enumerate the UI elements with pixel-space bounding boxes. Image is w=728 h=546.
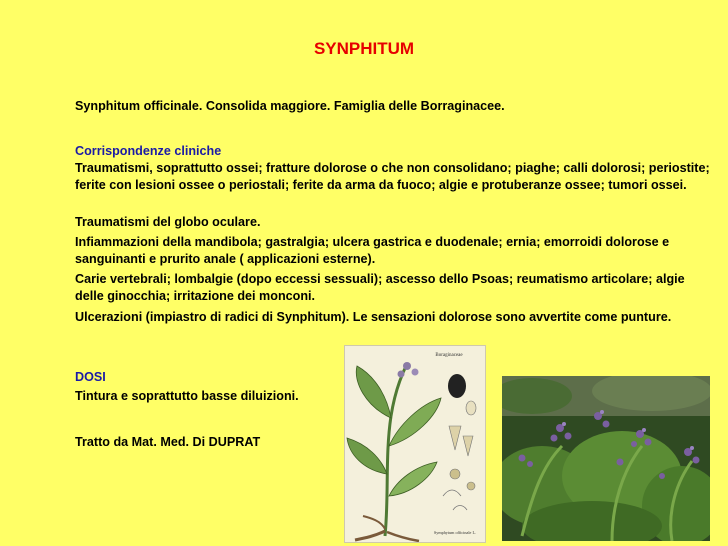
clinical-item: Infiammazioni della mandibola; gastralgia; ulcera gastrica e duodenale; ernia; emorroidi dolorose e sanguinanti e prurito anale ( applicazioni esterne). [75, 235, 670, 266]
dose-text: Tintura e soprattutto basse diluizioni. [75, 389, 299, 403]
clinical-item: Traumatismi del globo oculare. [75, 215, 261, 229]
illustration-caption: Symphytum officinale L. [433, 530, 477, 535]
illustration-header: Boraginaceae [435, 353, 463, 358]
intro-text: Synphitum officinale. Consolida maggiore. Famiglia delle Borraginacee. [75, 99, 505, 113]
clinical-heading: Corrispondenze cliniche [75, 144, 222, 158]
clinical-item: Ulcerazioni (impiastro di radici di Synphitum). Le sensazioni dolorose sono avvertite come punture. [75, 310, 672, 324]
slide-title: SYNPHITUM [313, 39, 415, 58]
botanical-illustration [344, 345, 486, 543]
source-text: Tratto da Mat. Med. Di DUPRAT [75, 435, 261, 449]
clinical-item: Carie vertebrali; lombalgie (dopo eccessi sessuali); ascesso dello Psoas; reumatismo articolare; algie delle ginocchia; irritazione dei monconi. [75, 272, 685, 303]
clinical-item: Traumatismi, soprattutto ossei; fratture dolorose o che non consolidano; piaghe; calli dolorosi; periostite; ferite con lesioni ossee o periostali; ferite da arma da fuoco; algie e protuberanze ossee; tumori ossei. [75, 161, 710, 192]
dose-heading: DOSI [75, 370, 106, 384]
plant-photo [502, 376, 710, 541]
